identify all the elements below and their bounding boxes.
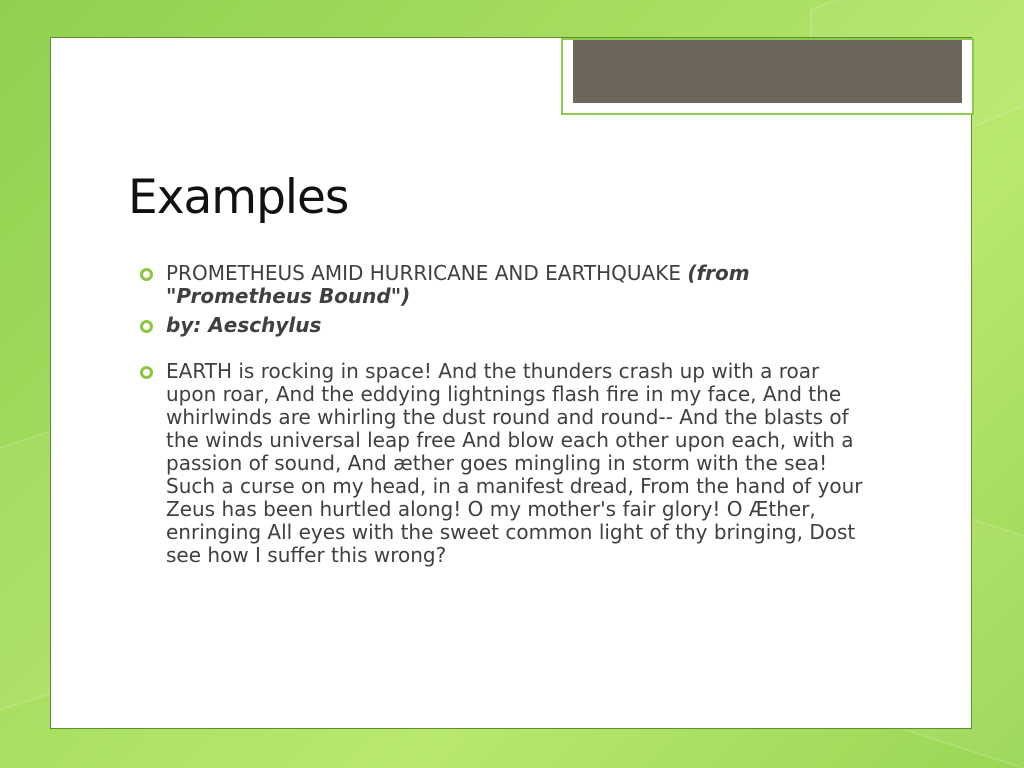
green-ring-bullet-icon: [140, 366, 153, 379]
green-ring-bullet-icon: [140, 320, 153, 333]
bullet-list: [140, 262, 875, 573]
green-ring-bullet-icon: [140, 268, 153, 281]
list-item: [140, 360, 875, 567]
poem-author: by: Aeschylus: [166, 313, 322, 337]
list-item: [140, 314, 875, 337]
poem-source: (from "Prometheus Bound"): [166, 261, 750, 308]
poem-heading: PROMETHEUS AMID HURRICANE AND EARTHQUAKE: [166, 261, 688, 285]
slide-title: Examples: [128, 170, 349, 225]
photo-placeholder: [573, 40, 962, 103]
poem-excerpt: EARTH is rocking in space! And the thunders crash up with a roar upon roar, And the eddying lightnings flash fire in my face, And the whirlwinds are whirling the dust round and round-- And the blasts of the winds universal leap free And blow each other upon each, with a passion of sound, And æther goes mingling in storm with the sea! Such a curse on my head, in a manifest dread, From the hand of your Zeus has been hurtled along! O my mother's fair glory! O Æther, enringing All eyes with the sweet common light of thy bringing, Dost see how I suffer this wrong?: [166, 359, 863, 567]
photo-frame: [561, 38, 974, 115]
list-item: [140, 262, 875, 308]
